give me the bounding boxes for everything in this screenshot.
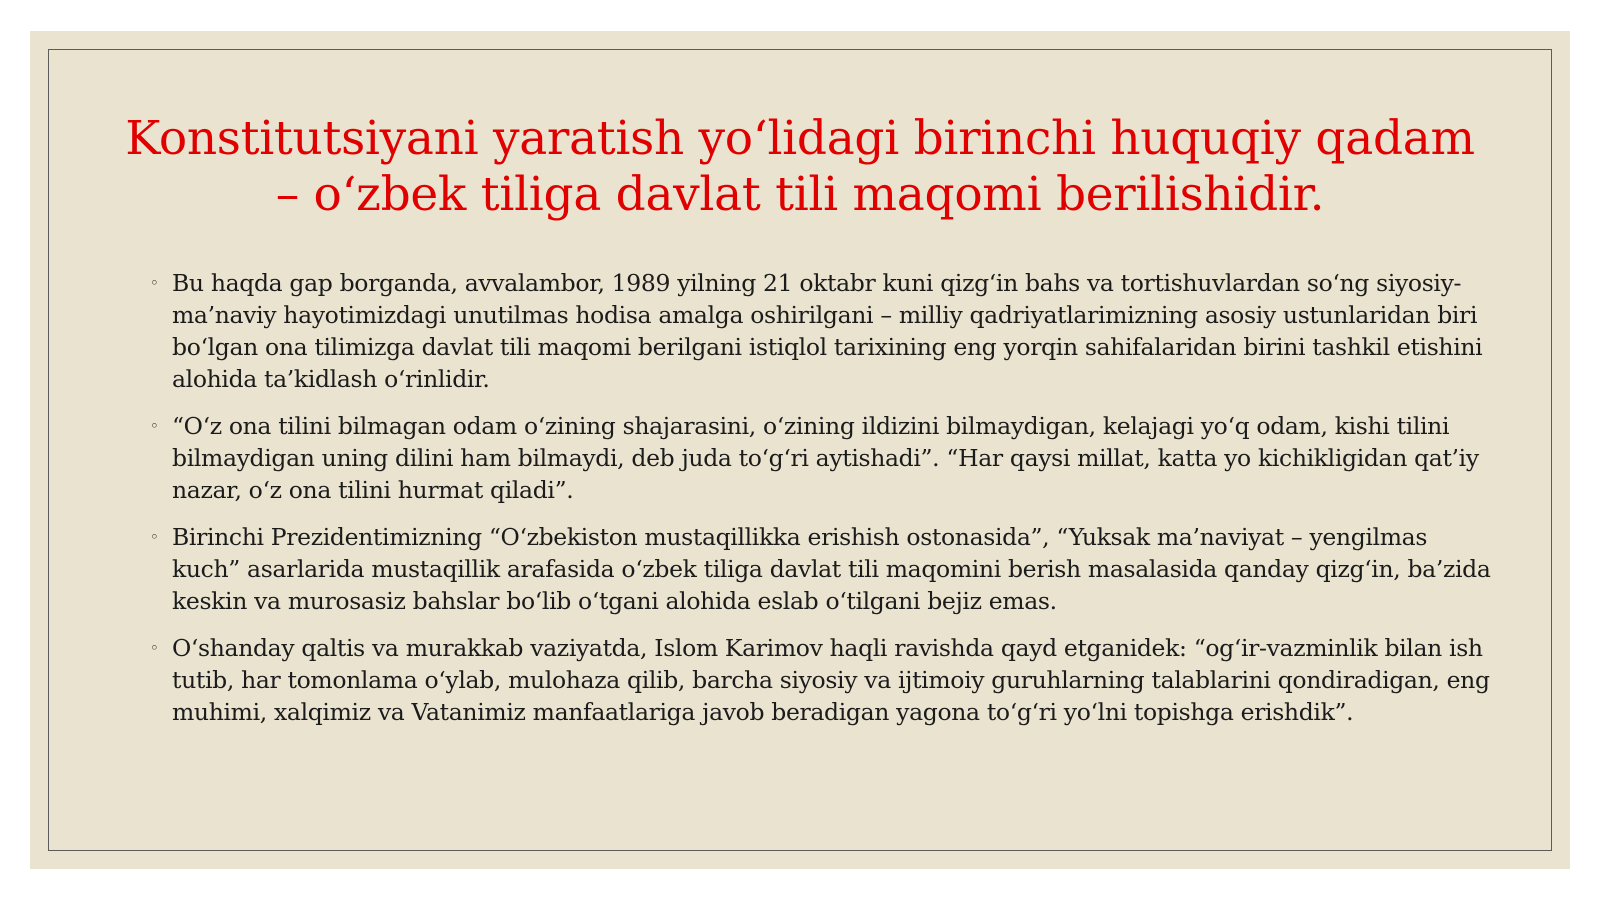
slide	[30, 31, 1570, 869]
bullet-marker-icon: ◦	[150, 528, 159, 546]
bullet-item	[152, 267, 1500, 395]
bullet-item	[152, 410, 1500, 506]
bullet-marker-icon: ◦	[150, 417, 159, 435]
slide-title: Konstitutsiyani yaratish yo‘lidagi birinchi huquqiy qadam – o‘zbek tiliga davlat tili maqomi berilishidir.	[125, 111, 1475, 222]
bullet-item	[152, 632, 1500, 728]
bullet-text: “O‘z ona tilini bilmagan odam o‘zining shajarasini, o‘zining ildizini bilmaydigan, kelajagi yo‘q odam, kishi tilini bilmaydigan uning dilini ham bilmaydi, deb juda to‘g‘ri aytishadi”. “Har qaysi millat, katta yo kichikligidan qat’iy nazar, o‘z ona tilini hurmat qiladi”.	[172, 412, 1479, 504]
bullet-text: O‘shanday qaltis va murakkab vaziyatda, Islom Karimov haqli ravishda qayd etganidek: “og‘ir-vazminlik bilan ish tutib, har tomonlama o‘ylab, mulohaza qilib, barcha siyosiy va ijtimoiy guruhlarning talablarini qondiradigan, eng muhimi, xalqimiz va Vatanimiz manfaatlariga javob beradigan yagona to‘g‘ri yo‘lni topishga erishdik”.	[172, 634, 1490, 726]
bullet-list	[152, 267, 1500, 743]
bullet-marker-icon: ◦	[150, 639, 159, 657]
bullet-item	[152, 521, 1500, 617]
bullet-text: Birinchi Prezidentimizning “O‘zbekiston mustaqillikka erishish ostonasida”, “Yuksak ma’naviyat – yengilmas kuch” asarlarida mustaqillik arafasida o‘zbek tiliga davlat tili maqomini berish masalasida qanday qizg‘in, ba’zida keskin va murosasiz bahslar bo‘lib o‘tgani alohida eslab o‘tilgani bejiz emas.	[172, 523, 1491, 615]
bullet-marker-icon: ◦	[150, 274, 159, 292]
bullet-text: Bu haqda gap borganda, avvalambor, 1989 yilning 21 oktabr kuni qizg‘in bahs va tortishuvlardan so‘ng siyosiy-ma’naviy hayotimizdagi unutilmas hodisa amalga oshirilgani – milliy qadriyatlarimizning asosiy ustunlaridan biri bo‘lgan ona tilimizga davlat tili maqomi berilgani istiqlol tarixining eng yorqin sahifalaridan birini tashkil etishini alohida ta’kidlash o‘rinlidir.	[172, 269, 1483, 393]
